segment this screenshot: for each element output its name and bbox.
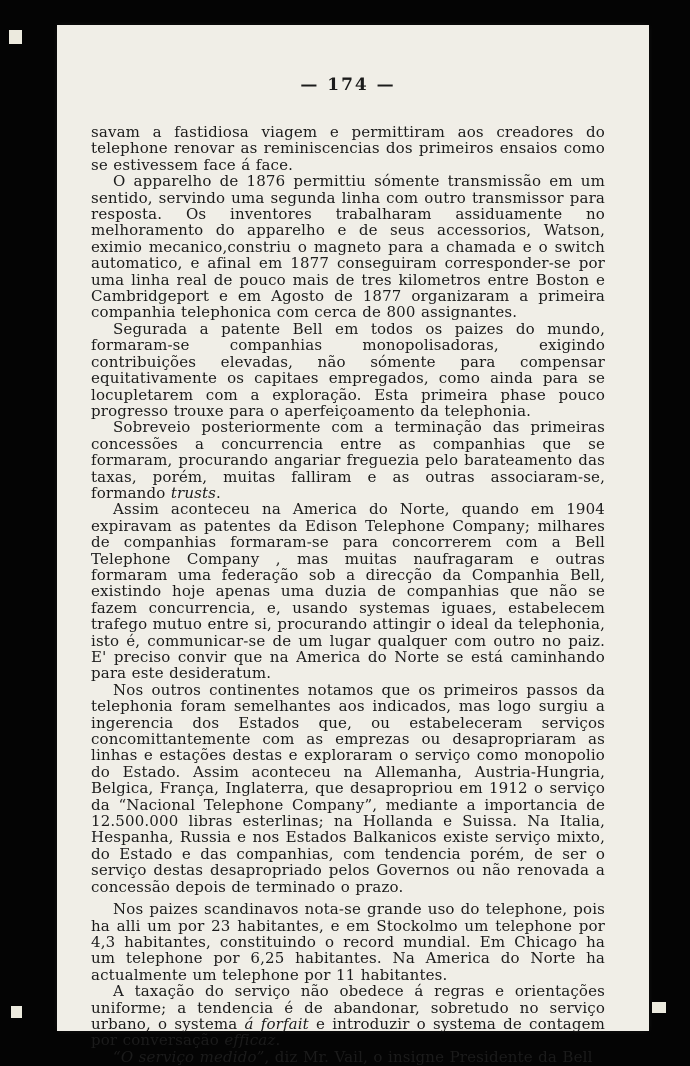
italic-text: efficaz <box>224 1031 276 1050</box>
body-text: Segurada a patente Bell em todos os paizes do mundo, formaram-se companhias monopolisadoras, exigindo contribuições elevadas, não sómente para compensar equitativamente os capitaes empregados, como ainda para se locupletarem com a exploração. Esta primeira phase pouco progresso trouxe para o aperfeiçoamento da telephonia. <box>91 319 605 420</box>
scan-artifact <box>652 1002 666 1013</box>
body-text: O apparelho de 1876 permittiu sómente transmissão em um sentido, servindo uma segunda linha com outro transmissor para resposta. Os inventores trabalharam assiduamente no melhoramento do apparelho e de seus accessorios, Watson, eximio mecanico,constriu o magneto para a chamada e o switch automatico, e afinal em 1877 conseguiram corresponder-se por uma linha real de pouco mais de tres kilometros entre Boston e Cambridgeport e em Agosto de 1877 organizaram a primeira companhia telephonica com cerca de 800 assignantes. <box>91 172 605 322</box>
body-text: A taxação do serviço não obedece á regras e orientações uniforme; a tendencia é de abandonar, sobretudo no serviço urbano, o systema <box>91 982 605 1033</box>
paragraph <box>91 419 605 501</box>
body-text: Assim aconteceu na America do Norte, quando em 1904 expiravam as patentes da Edison Telephone Company; milhares de companhias formaram-se para concorrerem com a Bell Telephone Company , mas muitas naufragaram e outras formaram uma federação sob a direcção da Companhia Bell, existindo hoje apenas uma duzia de companhias que não se fazem concurrencia, e, usando systemas iguaes, estabelecem trafego mutuo entre si, procurando attingir o ideal da telephonia, isto é, communicar-se de um lugar qualquer com outro no paiz. E' preciso convir que na America do Norte se está caminhando para este desideratum. <box>91 500 605 683</box>
body-text: e introduzir o systema de contagem por conversação <box>91 1014 606 1050</box>
paragraph <box>91 901 605 983</box>
body-text: Sobreveio posteriormente com a terminação das primeiras concessões a concurrencia entre as companhias que se formaram, procurando angariar freguezia pelo barateamento das taxas, porém, muitas falliram e as outras associaram-se, formando <box>91 418 605 502</box>
italic-text: á forfait <box>244 1014 309 1033</box>
italic-text: “O serviço medido” <box>113 1047 265 1066</box>
paragraph <box>91 321 605 419</box>
body-text: Nos paizes scandinavos nota-se grande uso do telephone, pois ha alli um por 23 habitantes, e em Stockolmo um telephone por 4,3 habitantes, constituindo o record mundial. Em Chicago ha um telephone por 6,25 habitantes. Na America do Norte ha actualmente um telephone por 11 habitantes. <box>91 900 605 984</box>
text-block <box>91 124 605 1065</box>
paragraph <box>91 983 605 1049</box>
scan-artifact <box>11 1006 22 1018</box>
page-number: — 174 — <box>300 75 396 95</box>
body-text: . <box>275 1031 281 1050</box>
italic-text: trusts <box>170 483 217 502</box>
paragraph <box>91 173 605 321</box>
body-text: , diz Mr. Vail, o insigne Presidente da Bell <box>264 1047 593 1066</box>
body-text: . <box>216 483 221 502</box>
paragraph <box>91 501 605 681</box>
body-text: Nos outros continentes notamos que os primeiros passos da telephonia foram semelhantes aos indicados, mas logo surgiu a ingerencia dos Estados que, ou estabeleceram serviços concomittantemente com as emprezas ou desapropriaram as linhas e estações destas e exploraram o serviço como monopolio do Estado. Assim aconteceu na Allemanha, Austria-Hungria, Belgica, França, Inglaterra, que desapropriou em 1912 o serviço da “Nacional Telephone Company”, mediante a importancia de 12.500.000 libras esterlinas; na Hollanda e Suissa. Na Italia, Hespanha, Russia e nos Estados Balkanicos existe serviço mixto, do Estado e das companhias, com tendencia porém, de ser o serviço destas desapropriado pelos Governos ou não renovada a concessão depois de terminado o prazo. <box>91 680 605 896</box>
scan-artifact <box>9 30 22 44</box>
paragraph <box>91 682 605 895</box>
body-text: savam a fastidiosa viagem e permittiram aos creadores do telephone renovar as reminiscencias dos primeiros ensaios como se estivessem face á face. <box>91 123 605 174</box>
paragraph <box>91 1049 605 1065</box>
book-page <box>57 25 649 1066</box>
paragraph <box>91 124 605 173</box>
